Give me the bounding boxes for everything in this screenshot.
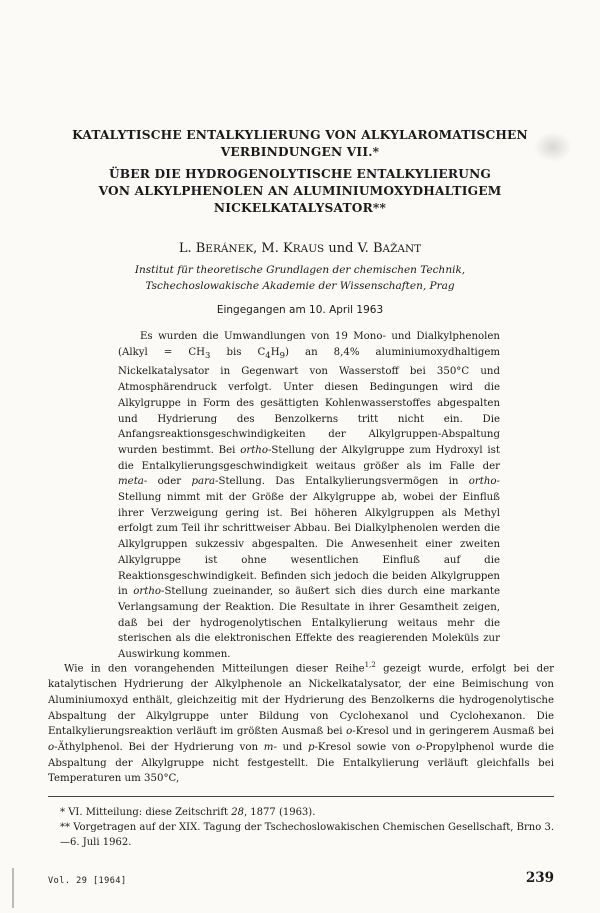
author-list [40,241,560,257]
italic-term: ortho [133,586,162,598]
body-text-run: -Kresol sowie von [314,741,417,753]
italic-term: p [307,741,315,753]
italic-term: o [346,726,353,738]
author-1-rest: ERÁNEK [205,243,254,255]
subtitle [40,166,560,217]
italic-term: ortho [240,444,268,456]
abstract-paragraph [118,329,500,663]
subtitle-line-1: ÜBER DIE HYDROGENOLYTISCHE ENTALKYLIERUNG [108,167,492,181]
footnotes [48,805,554,850]
abstract-text: Es wurden die Umwandlungen von 19 Mono- und Dialkylphenolen (Alkyl = CH [118,331,500,358]
author-3-rest: AŽANT [382,243,422,255]
abstract-text: bis C [210,346,266,358]
abstract-text: ) an 8,4% aluminiumoxydhaltigem Nickelkatalysator in Gegenwart von Wasserstoff bei 350°C und Atmosphärendruck verfolgt. Unter diesen Bedingungen wird die Alkylgruppe in Form des gesättigten Kohlenwasserstoffes abgespalten und Hydrierung des Benzolkerns tritt nicht ein. Die Anfangsreaktionsgeschwindigkeiten der Alkylgruppen-Abspaltung wurden bestimmt. Bei [118,346,501,456]
scan-edge-mark [12,868,14,908]
author-1-first-letter: B [195,241,206,256]
reference-superscript: 1,2 [364,661,376,669]
italic-term: ortho [468,476,497,488]
subtitle-line-3: NICKELKATALYSATOR** [213,201,387,215]
italic-term: meta [118,476,144,488]
subtitle-line-2: VON ALKYLPHENOLEN AN ALUMINIUMOXYDHALTIGEM [98,184,502,198]
subscript: 4 [265,350,271,361]
institution-line-2: Tschechoslowakische Akademie der Wissenschaften, Prag [145,280,455,292]
italic-term: para [191,476,216,488]
footnote-mark: ** [60,822,74,833]
abstract-text: - oder [143,476,192,488]
body-text-run: -Propylphenol wurde die Abspaltung der Alkylgruppe nicht festgestellt. Die Entalkylierung verläuft gleichfalls bei Temperaturen um 350°C, [48,741,554,785]
footnote-text: , 1877 (1963). [243,807,316,818]
institution-line-1: Institut für theoretische Grundlagen der chemischen Technik, [134,264,466,276]
body-text [48,658,554,787]
footnote-text: Vorgetragen auf der XIX. Tagung der Tschechoslowakischen Chemischen Gesellschaft, Brno 3.—6. Juli 1962. [60,822,554,848]
abstract-text: H [270,346,280,358]
author-2-first-letter: K [282,241,293,256]
author-separator: , M. [253,241,283,256]
footnote-separator [48,796,554,797]
body-text-run: -Äthylphenol. Bei der Hydrierung von [54,741,264,753]
body-paragraph [48,658,554,787]
footnote-1 [48,805,554,820]
subscript: 3 [205,350,211,361]
author-1-initial: L. [178,241,196,256]
abstract-text: -Stellung zueinander, so äußert sich dies durch eine markante Verlangsamung der Reaktion. Die Resultate in ihrer Gesamtheit zeigen, daß bei der hydrogenolytischen Entalkylierung weitaus mehr die sterischen als die elektronischen Effekte des reagierenden Moleküls zur Auswirkung kommen. [118,586,500,661]
received-date: Eingegangen am 10. April 1963 [216,304,384,316]
body-text-run: gezeigt wurde, erfolgt bei der katalytischen Hydrierung der Alkylphenole an Nickelkatalysator, der eine Beimischung von Aluminiumoxyd enthält, gleichzeitig mit der Hydrierung des Benzolkerns die hydrogenolytische Abspaltung der Alkylgruppe unter Bildung von Cyclohexanol und Cyclohexanon. Die Entalkylierungsreaktion verläuft im größten Ausmaß bei [48,663,554,738]
main-title [40,127,560,161]
italic-term: o [48,741,55,753]
author-3-first-letter: B [372,241,383,256]
footnote-2 [48,820,554,850]
body-text-run: -Kresol und in geringerem Ausmaß bei [352,726,554,738]
footnote-mark: * [60,807,69,818]
body-text-run: - und [273,741,308,753]
abstract-text: -Stellung. Das Entalkylierungsvermögen in [215,476,469,488]
italic-term: m [263,741,274,753]
author-2-rest: RAUS [292,243,325,255]
footnote-volume: 28 [231,807,244,818]
abstract-text: -Stellung der Alkylgruppe zum Hydroxyl ist die Entalkylierungsgeschwindigkeit weitaus größer als im Falle der [118,444,500,472]
body-text-run: Wie in den vorangehenden Mitteilungen dieser Reihe [64,663,365,675]
abstract [118,329,500,663]
journal-volume: Vol. 29 [1964] [48,876,127,886]
subscript: 9 [279,350,286,361]
italic-term: o [416,741,423,753]
footnote-text: VI. Mitteilung: diese Zeitschrift [68,807,232,818]
author-conjunction: und V. [324,241,373,256]
page-number: 239 [525,870,554,886]
title-line-1: KATALYTISCHE ENTALKYLIERUNG VON ALKYLAROMATISCHEN [72,128,528,142]
abstract-text: -Stellung nimmt mit der Größe der Alkylgruppe ab, wobei der Einfluß ihrer Verzweigung gering ist. Bei höheren Alkylgruppen als Methyl erfolgt zum Teil ihr schrittweiser Abbau. Bei Dialkylphenolen werden die Alkylgruppen sukzessiv abgespalten. Die Anwesenheit einer zweiten Alkylgruppe ist ohne wesentlichen Einfluß auf die Reaktionsgeschwindigkeit. Befinden sich jedoch die beiden Alkylgruppen in [118,476,500,598]
title-line-2: VERBINDUNGEN VII.* [220,145,380,159]
institution [40,262,560,294]
